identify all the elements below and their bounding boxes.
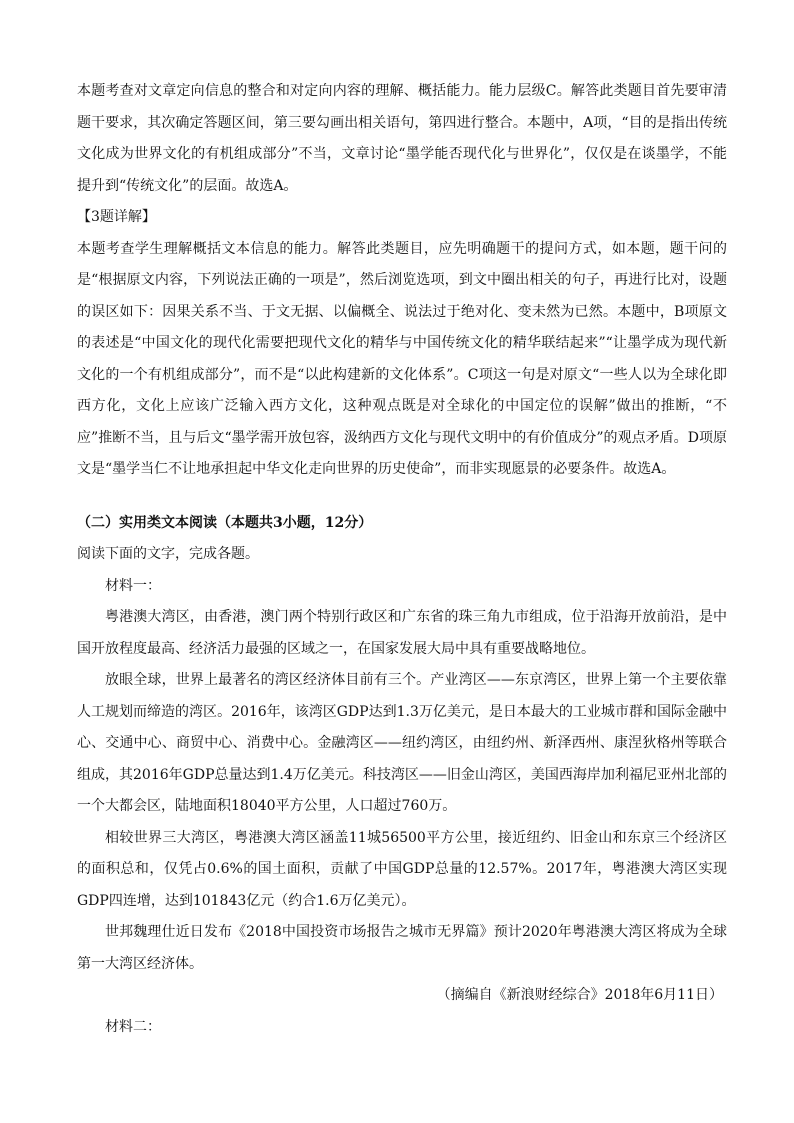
material-1-source: （摘编自《新浪财经综合》2018年6月11日） [436, 987, 723, 1003]
section-title: （二）实用类文本阅读（本题共3小题，12分） [77, 514, 373, 531]
material-1-paragraph-4: 世邦魏理仕近日发布《2018中国投资市场报告之城市无界篇》预计2020年粤港澳大湾区将成为全球第一大湾区经济体。 [77, 924, 727, 972]
material-1-paragraph-3: 相较世界三大湾区，粤港澳大湾区涵盖11城56500平方公里，接近纽约、旧金山和东京三个经济区的面积总和，仅凭占0.6%的国土面积，贡献了中国GDP总量的12.57%。2017年，粤港澳大湾区实现GDP四连增，达到101843亿元（约合1.6万亿美元）。 [77, 829, 727, 909]
material-2-label: 材料二： [105, 1018, 161, 1035]
analysis-q2-paragraph: 本题考查对文章定向信息的整合和对定向内容的理解、概括能力。能力层级C。解答此类题目首先要审清题干要求，其次确定答题区间，第三要勾画出相关语句，第四进行整合。本题中，A项，“目的是指出传统文化成为世界文化的有机组成部分”不当，文章讨论“墨学能否现代化与世界化”，仅仅是在谈墨学，不能提升到“传统文化”的层面。故选A。 [77, 83, 727, 194]
instruction-text: 阅读下面的文字，完成各题。 [77, 546, 259, 562]
analysis-q3-paragraph: 本题考查学生理解概括文本信息的能力。解答此类题目，应先明确题干的提问方式，如本题，题干问的是“根据原文内容，下列说法正确的一项是”，然后浏览选项，到文中圈出相关的句子，再进行比对，设题的误区如下：因果关系不当、于文无据、以偏概全、说法过于绝对化、变未然为已然。本题中，B项原文的表述是“中国文化的现代化需要把现代文化的精华与中国传统文化的精华联结起来”“让墨学成为现代新文化的一个有机组成部分”，而不是“以此构建新的文化体系”。C项这一句是对原文“一些人以为全球化即西方化，文化上应该广泛输入西方文化，这种观点既是对全球化的中国定位的误解”做出的推断，“不应”推断不当，且与后文“墨学需开放包容，汲纳西方文化与现代文明中的有价值成分”的观点矛盾。D项原文是“墨学当仁不让地承担起中华文化走向世界的历史使命”，而非实现愿景的必要条件。故选A。 [77, 240, 727, 477]
material-1-paragraph-1: 粤港澳大湾区，由香港，澳门两个特别行政区和广东省的珠三角九市组成，位于沿海开放前沿，是中国开放程度最高、经济活力最强的区域之一，在国家发展大局中具有重要战略地位。 [77, 609, 727, 657]
q3-heading: 【3题详解】 [77, 209, 156, 225]
material-1-label: 材料一： [105, 577, 161, 594]
document-page [77, 76, 727, 1043]
material-1-paragraph-2: 放眼全球，世界上最著名的湾区经济体目前有三个。产业湾区——东京湾区，世界上第一个主要依靠人工规划而缔造的湾区。2016年，该湾区GDP达到1.3万亿美元，是日本最大的工业城市群和国际金融中心、交通中心、商贸中心、消费中心。金融湾区——纽约湾区，由纽约州、新泽西州、康涅狄格州等联合组成，其2016年GDP总量达到1.4万亿美元。科技湾区——旧金山湾区，美国西海岸加利福尼亚州北部的一个大都会区，陆地面积18040平方公里，人口超过760万。 [77, 672, 727, 814]
